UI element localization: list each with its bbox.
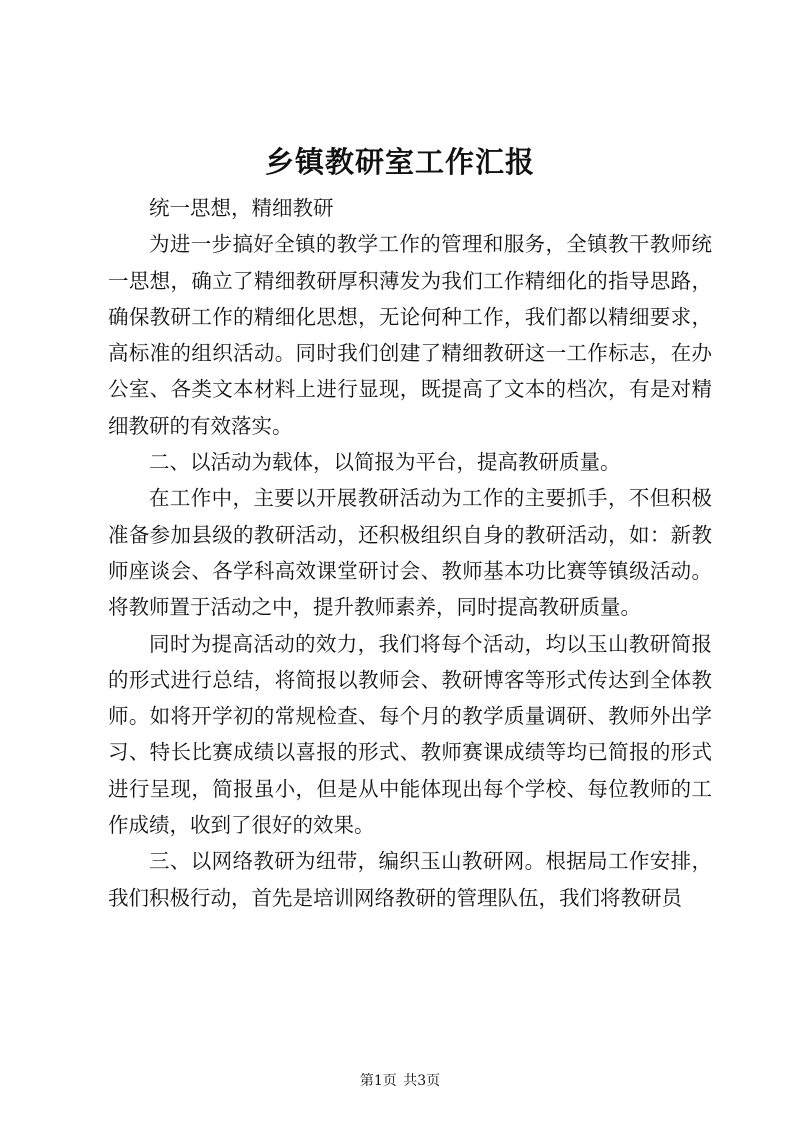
page-footer: 第1页 共3页 <box>359 1073 441 1089</box>
document-body <box>108 190 712 916</box>
body-paragraph: 三、以网络教研为纽带，编织玉山教研网。根据局工作安排，我们积极行动，首先是培训网络教研的管理队伍，我们将教研员 <box>108 849 712 910</box>
body-paragraph: 为进一步搞好全镇的教学工作的管理和服务，全镇教干教师统一思想，确立了精细教研厚积薄发为我们工作精细化的指导思路，确保教研工作的精细化思想，无论何种工作，我们都以精细要求，高标准的组织活动。同时我们创建了精细教研这一工作标志，在办公室、各类文本材料上进行显现，既提高了文本的档次，有是对精细教研的有效落实。 <box>108 232 712 438</box>
body-paragraph: 在工作中，主要以开展教研活动为工作的主要抓手，不但积极准备参加县级的教研活动，还积极组织自身的教研活动，如：新教师座谈会、各学科高效课堂研讨会、教师基本功比赛等镇级活动。将教师置于活动之中，提升教师素养，同时提高教研质量。 <box>108 486 712 620</box>
section-heading: 二、以活动为载体，以简报为平台，提高教研质量。 <box>149 450 621 475</box>
section-heading: 统一思想，精细教研 <box>149 196 334 220</box>
document-title: 乡镇教研室工作汇报 <box>264 145 535 179</box>
body-paragraph: 同时为提高活动的效力，我们将每个活动，均以玉山教研简报的形式进行总结，将简报以教师会、教研博客等形式传达到全体教师。如将开学初的常规检查、每个月的教学质量调研、教师外出学习、特长比赛成绩以喜报的形式、教师赛课成绩等均已简报的形式进行呈现，简报虽小，但是从中能体现出每个学校、每位教师的工作成绩，收到了很好的效果。 <box>108 631 712 838</box>
